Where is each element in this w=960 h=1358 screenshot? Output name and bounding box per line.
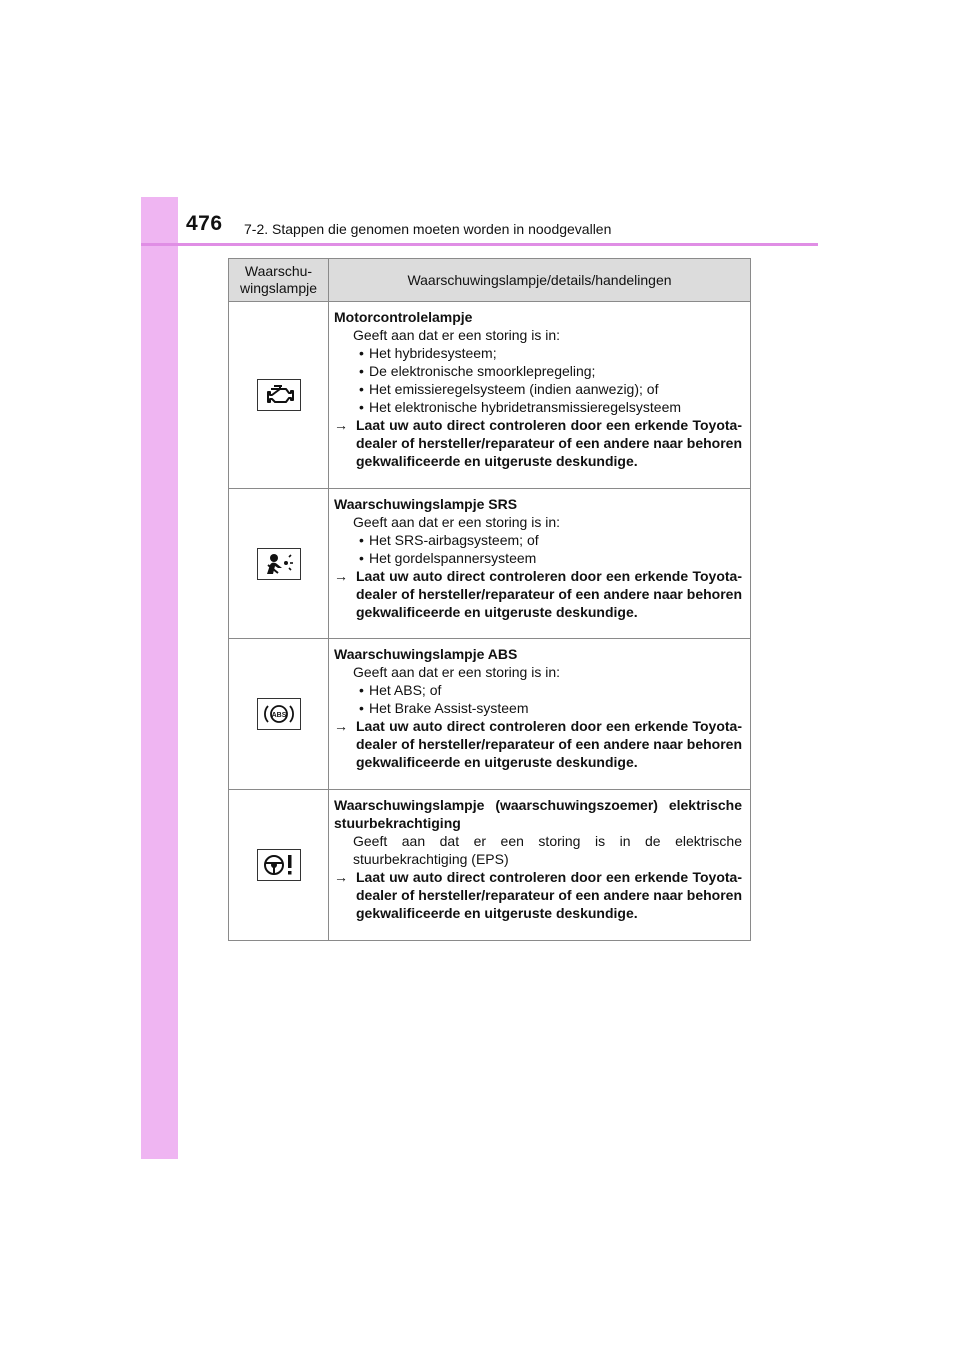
arrow-icon: → [334, 869, 348, 885]
action-text: → Laat uw auto direct controleren door een erkende Toyota-dealer of hersteller/reparateur of een andere naar behoren gekwalificeerde en uitgeruste deskundige. [334, 718, 742, 770]
header-rule [141, 243, 818, 246]
icon-cell [229, 790, 329, 941]
list-item: • Het emissieregelsysteem (indien aanwezig); of [359, 381, 659, 397]
row-title: Motorcontrolelampje [334, 309, 473, 325]
action-text: → Laat uw auto direct controleren door een erkende Toyota-dealer of hersteller/reparateur of een andere naar behoren gekwalificeerde en uitgeruste deskundige. [334, 568, 742, 620]
row-description: Geeft aan dat er een storing is in: [353, 327, 561, 343]
icon-cell [229, 489, 329, 639]
arrow-icon: → [334, 568, 348, 584]
column-header-icon: Waarschu- wingslampje [229, 259, 329, 302]
steering-warning-icon [257, 849, 301, 881]
row-title: Waarschuwingslampje (waarschuwingszoemer) elektrische stuurbekrachtiging [334, 797, 742, 831]
check-engine-icon [257, 379, 301, 411]
row-description: Geeft aan dat er een storing is in de elektrische stuurbekrachtiging (EPS) [353, 833, 742, 867]
table-row [229, 790, 751, 941]
list-item: • Het elektronische hybridetransmissieregelsysteem [359, 399, 682, 415]
row-title: Waarschuwingslampje ABS [334, 646, 518, 662]
abs-label: ABS [271, 712, 286, 719]
row-description: Geeft aan dat er een storing is in: [353, 664, 561, 680]
list-item: • Het hybridesysteem; [359, 345, 497, 361]
list-item: • Het ABS; of [359, 682, 442, 698]
row-title: Waarschuwingslampje SRS [334, 496, 518, 512]
action-text: → Laat uw auto direct controleren door een erkende Toyota-dealer of hersteller/reparateur of een andere naar behoren gekwalificeerde en uitgeruste deskundige. [334, 869, 742, 921]
arrow-icon: → [334, 718, 348, 734]
details-cell [329, 489, 751, 639]
page-number: 476 [186, 212, 223, 235]
column-header-details: Waarschuwingslampje/details/handelingen [329, 259, 751, 302]
table-header-row [229, 259, 751, 302]
icon-cell [229, 639, 329, 790]
table-row [229, 489, 751, 639]
abs-icon [257, 698, 301, 730]
details-cell [329, 790, 751, 941]
list-item: • De elektronische smoorklepregeling; [359, 363, 596, 379]
arrow-icon: → [334, 417, 348, 433]
details-cell [329, 639, 751, 790]
srs-airbag-icon [257, 548, 301, 580]
action-text: → Laat uw auto direct controleren door een erkende Toyota-dealer of hersteller/reparateur of een andere naar behoren gekwalificeerde en uitgeruste deskundige. [334, 417, 742, 469]
table-row [229, 639, 751, 790]
warning-lights-table [228, 258, 751, 941]
list-item: • Het Brake Assist-systeem [359, 700, 529, 716]
table-row [229, 302, 751, 489]
section-title: 7-2. Stappen die genomen moeten worden in noodgevallen [244, 221, 612, 237]
icon-cell [229, 302, 329, 489]
side-tab-band [141, 197, 178, 1159]
row-description: Geeft aan dat er een storing is in: [353, 514, 561, 530]
list-item: • Het SRS-airbagsysteem; of [359, 532, 539, 548]
details-cell [329, 302, 751, 489]
list-item: • Het gordelspannersysteem [359, 550, 537, 566]
